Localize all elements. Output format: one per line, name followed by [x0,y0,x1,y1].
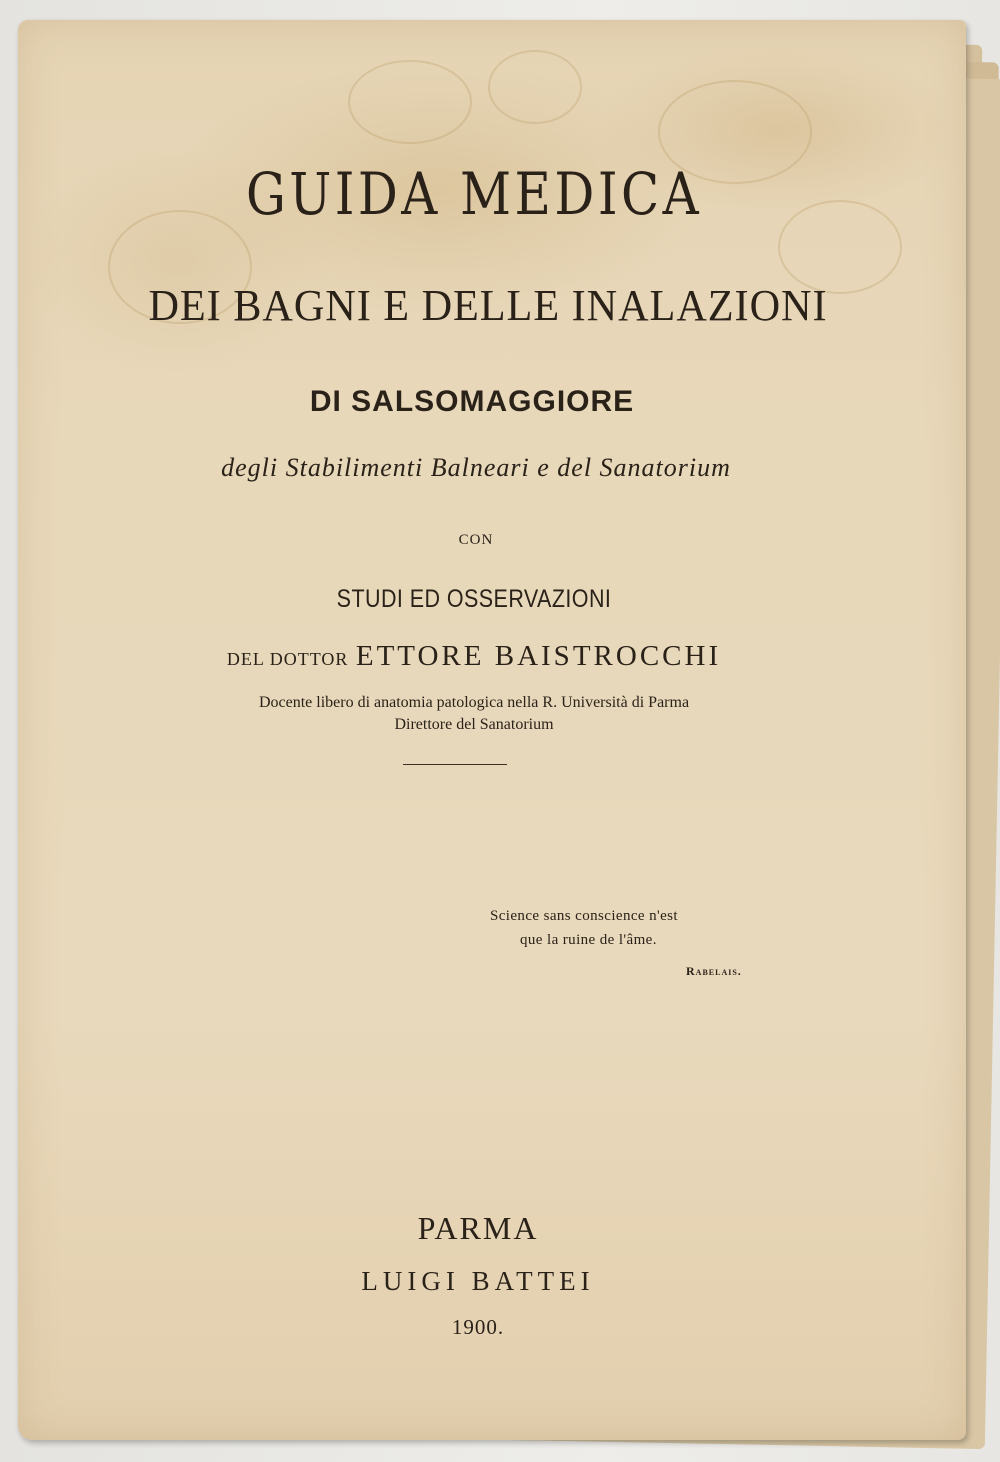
imprint-city: PARMA [417,1210,539,1246]
cover-subtitle: DEI BAGNI E DELLE INALAZIONI [148,281,828,330]
author-role-2: Direttore del Sanatorium [394,716,554,733]
author-name: ETTORE BAISTROCCHI [355,640,722,672]
author-prefix: DEL DOTTOR [226,649,349,669]
epigraph-attribution: Rabelais. [686,964,742,978]
epigraph-line-1: Science sans conscience n'est [490,908,678,924]
cover-title: GUIDA MEDICA [245,160,703,228]
cover-place: DI SALSOMAGGIORE [309,385,635,418]
divider-rule [403,764,507,765]
epigraph-line-2: que la ruine de l'âme. [520,932,657,948]
book-cover [18,20,966,1440]
cover-studies: STUDI ED OSSERVAZIONI [336,585,612,613]
cover-description: degli Stabilimenti Balneari e del Sanatorium [221,453,731,482]
imprint-year: 1900. [451,1315,505,1339]
imprint-publisher: LUIGI BATTEI [361,1266,595,1296]
cover-author [0,640,948,673]
water-stain [488,50,582,124]
water-stain [348,60,472,144]
cover-con: CON [458,532,494,548]
author-role-1: Docente libero di anatomia patologica nella R. Università di Parma [258,694,690,711]
